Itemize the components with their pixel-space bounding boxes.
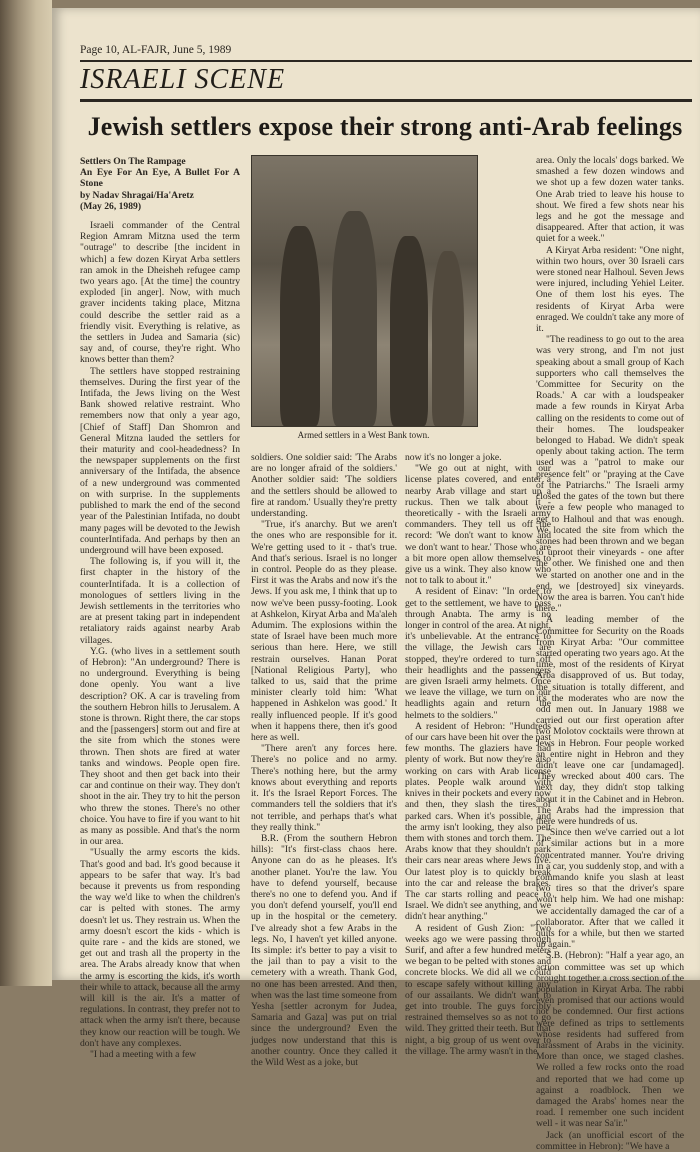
paragraph: area. Only the locals' dogs barked. We smashed a few dozen windows and we shot up a few dozen water tanks. One Arab tried to leave his house to shout. We fired a few shots near his legs and he got the message and disappeared. After that action, it was quiet for a week." <box>536 155 684 245</box>
article-headline: Jewish settlers expose their strong anti-Arab feelings <box>87 112 683 141</box>
paragraph: A resident of Gush Zion: "Two weeks ago we were passing through Surif, and after a few hundred meters we began to be pelted with stones and concrete blocks. We did all we could to escape safely without killing any of our assailants. We didn't want to get into trouble. The guys forcibly restrained themselves so as not to go wild. They gritted their teeth. But that night, a big group of us went over to the village. The army wasn't in the <box>405 922 551 1057</box>
article-column-4 <box>536 155 684 1152</box>
paragraph: The following is, if you will it, the first chapter in the history of the counterIntifada. It is a collection of monologues of settlers living in the Jewish settlements in the territories who are at present taking part in independent retaliatory raids against nearby Arab villages. <box>80 556 240 646</box>
page-header: Page 10, AL-FAJR, June 5, 1989 <box>80 44 232 56</box>
paragraph: soldiers. One soldier said: 'The Arabs are no longer afraid of the soldiers.' Another soldier said: 'The soldiers and the settlers should be allowed to fire at random.' Usually they're pretty understanding. <box>251 452 397 520</box>
paragraph: The settlers have stopped restraining themselves. During the first year of the Intifada, the Jews living on the West Bank showed relative restraint. Who remembers now that only a year ago, [Chief of Staff] Dan Shomron and General Mitzna lauded the settlers for their maturity and cool-headedness? In the newspaper supplements on the first anniversary of the Intifada, the absence of a new underground was commented on with surprise. In the supplements published to mark the end of the second year of the Palestinian Intifada, no doubt many pages will be devoted to the Jewish counterIntifada. And perhaps by then an underground will have been exposed. <box>80 365 240 556</box>
article-column-1 <box>80 156 240 1060</box>
paragraph: Y.G. (who lives in a settlement south of Hebron): "An underground? There is no underground. Everything is being done openly. You want a live description? OK. A car is traveling from the southern Hebron hills to Jerusalem. A stone is thrown. Right there, the car stops and the [passengers] storm out and fire at the site from which the stones were thrown. Then shots are fired at water tanks and windows. People open fire. They shoot and then get back into their car and continue on their way. They don't shoot in the air. They try to hit the person who threw the stones. There's no other choice. You have to fire if you want to hit as many as possible. And that's the norm in our area. <box>80 645 240 848</box>
paragraph: "We go out at night, with our license plates covered, and enter a nearby Arab village and start up a ruckus. Then we talk about it - theoretically - with the Israeli army commanders. They tell us off the record: 'We don't want to know and we don't want to hear.' Those who are a bit more open allow themselves to give us a wink. They also know who not to talk to about it." <box>405 463 551 587</box>
paragraph: B.R. (From the southern Hebron hills): "It's first-class chaos here. Anyone can do as he pleases. It's another planet. You're the law. You have to defend yourself, because there's no one to defend you. And if you don't defend yourself, you'll end up in the hospital or the cemetery. I've already shot a few Arabs in the legs. No, I haven't yet killed anyone. Its simple: it's better to pay a visit to the jail than to pay a visit to the cemetery with a wreath. Thank God, no one has been arrested. And then, when was the last time someone from Yesha [settler acronym for Judea, Samaria and Gaza] was put on trial since the underground? Even the judges now understand that this is another country. Once they called it the Wild West as a joke, but <box>251 832 397 1068</box>
paragraph: "I had a meeting with a few <box>90 1049 197 1061</box>
byline: by Nadav Shragai/Ha'Aretz <box>80 189 194 201</box>
section-title: ISRAELI SCENE <box>80 64 286 95</box>
paragraph: S.B. (Hebron): "Half a year ago, an action committee was set up which brought together a cross section of the population in Kiryat Arba. The rabbi even promised that our actions would not be condemned. Our first actions were defined as trips to settlements whose residents had suffered from harassment of Arabs in the vicinity. More than once, we staged clashes. We rolled a few rocks onto the road and reported that we had come up against a roadblock. Then we damaged the Arabs' homes near the road. I remember one such incident well - it was near Sa'ir." <box>536 950 684 1130</box>
paragraph: Jack (an unofficial escort of the committee in Hebron): "We have a <box>536 1129 684 1152</box>
settlers-photo <box>251 155 478 427</box>
book-binding <box>0 0 52 986</box>
paragraph: "The readiness to go out to the area was very strong, and I'm not just speaking about a small group of Kach supporters who call themselves the 'Committee for Security on the Roads.' A car with a loudspeaker made a few rounds in Kiryat Arba calling on the residents to come out of their homes. The loudspeaker belonged to Habad. We didn't speak openly about taking action. The term used was a "patrol to make our presence felt" or "praying at the Cave of the Patriarchs." The Israeli army closed the gates of the town but there were a few people who managed to get to Halhoul and that was enough. We located the site from which the stones had been thrown and we began to uproot their vineyards - one after the other. We finished one and then we started on another one and in the end, we [destroyed] six vineyards. Now the area is barren. You can't hide there." <box>536 334 684 615</box>
photo-caption: Armed settlers in a West Bank town. <box>297 430 430 440</box>
deck-subtitle: An Eye For An Eye, A Bullet For A Stone <box>80 167 240 190</box>
newspaper-page <box>52 8 700 1152</box>
header-rule <box>80 60 692 62</box>
section-rule <box>80 99 692 102</box>
paragraph: "There aren't any forces here. There's no police and no army. There's nothing here, but the army knows about everything and reports it. It's the Israel Report Forces. The commanders tell the soldiers that it's not terrible, and perhaps that's what they really think." <box>251 743 397 833</box>
paragraph: "Usually the army escorts the kids. That's good and bad. It's good because it appears to be safer that way. It's bad because it prevents us from responding the way we'd like to when the children's car is pelted with stones. The army doesn't let us. They restrain us. When the army doesn't escort the kids - which is quite rare - and the kids are stoned, we get out and trash all the property in the area. The Arabs already know that when the army is escorting the kids, it's worth their while to attack, because all the army will kill is the air. It's a matter of regulations. In contrast, they prefer not to attack when the army isn't there, because they know our reaction will be tough. We don't have any complexes. <box>80 847 240 1049</box>
paragraph: A leading member of the Committee for Security on the Roads from Kiryat Arba: "Our committee started operating two years ago. At the time, most of the residents of Kiryat Arba disapproved of us. But today, the situation is totally different, and it's the moderates who are now the odd men out. In January 1988 we carried out our first operation after two Molotov cocktails were thrown at Jews in Hebron. Four people worked an entire night in Hebron and they didn't leave one car [undamaged]. They wrecked about 400 cars. The next day, they didn't stop talking about it in the Cabinet and in Hebron. The Arabs had the impression that there were hundreds of us. <box>536 614 684 827</box>
paragraph: A Kiryat Arba resident: "One night, within two hours, over 30 Israeli cars were stoned near Halhoul. Seven Jews were injured, including Yehiel Leiter. One of them lost his eyes. The residents of Kiryat Arba were enraged. We couldn't take any more of it. <box>536 244 684 335</box>
deck-kicker: Settlers On The Rampage <box>80 156 186 167</box>
article-column-3 <box>405 452 551 1057</box>
paragraph: Israeli commander of the Central Region Amram Mitzna used the term "outrage" to describe [the incident in which] a few dozen Kiryat Arba settlers ran amok in the Dheisheh refugee camp two years ago. [At the time] the country exploded [in anger]. Now, with much graver incidents taking place, Mitzna could describe the settler raid as a friendly visit. Everything is relative, as the settlers in Judea and Samaria (sic) say and, of course, they're right. Who knows better than them? <box>80 220 240 366</box>
paragraph: A resident of Einav: "In order to get to the settlement, we have to pass through Anabta. The army is no longer in control of the area. At night, it's unbelievable. At the entrance to the village, the Jewish cars are stopped, they're ordered to turn off their headlights and the passengers are given Israeli army helmets. Once we leave the village, we turn on our headlights again and return the helmets to the soldiers." <box>405 586 551 721</box>
paragraph: "True, it's anarchy. But we aren't the ones who are responsible for it. We're getting used to it - that's true. And that's serious. Israel is no longer in control. People do as they please. First it was the Arabs and now it's the Jews. If you ask me, I think that up to now we've been pussy-footing. Look at Ashkelon, Kiryat Arba and Ma'aleh Adumim. The explosions within the state of Israel have been much more serious than here. Here, we still restrain ourselves. Hanan Porat [National Religious Party], who talked to us, said that the prime minister clearly told him: 'What happened in Ashkelon was good.' It really influenced people. If it's good when it happens there, then it's good here as well. <box>251 519 397 744</box>
paragraph: A resident of Hebron: "Hundreds of our cars have been hit over the past few months. The glaziers have had plenty of work. But now they're also working on cars with Arab license plates. People walk around with knives in their pockets and every now and then, they slash the tires of parked cars. When it's possible, and the army isn't looking, they also pelt them with stones and torch them. The Arabs know that they shouldn't park their cars near areas where Jews live. Our latest ploy is to quickly break into the car and release the brakes. The car starts rolling and peace to Israel. We didn't see anything, and we didn't hear anything." <box>405 720 551 923</box>
paragraph: now it's no longer a joke. <box>405 452 502 463</box>
article-column-2 <box>251 452 397 1068</box>
paragraph: "Since then we've carried out a lot of similar actions but in a more concentrated manner. You're driving in a car, you suddenly stop, and with a commando knife you slash at least two tires so that the driver's spare won't help him. We had one mishap: we accidentally damaged the car of a collaborator. After that we called it quits for a while, but then we started up again." <box>536 827 684 951</box>
dateline: (May 26, 1989) <box>80 200 142 212</box>
